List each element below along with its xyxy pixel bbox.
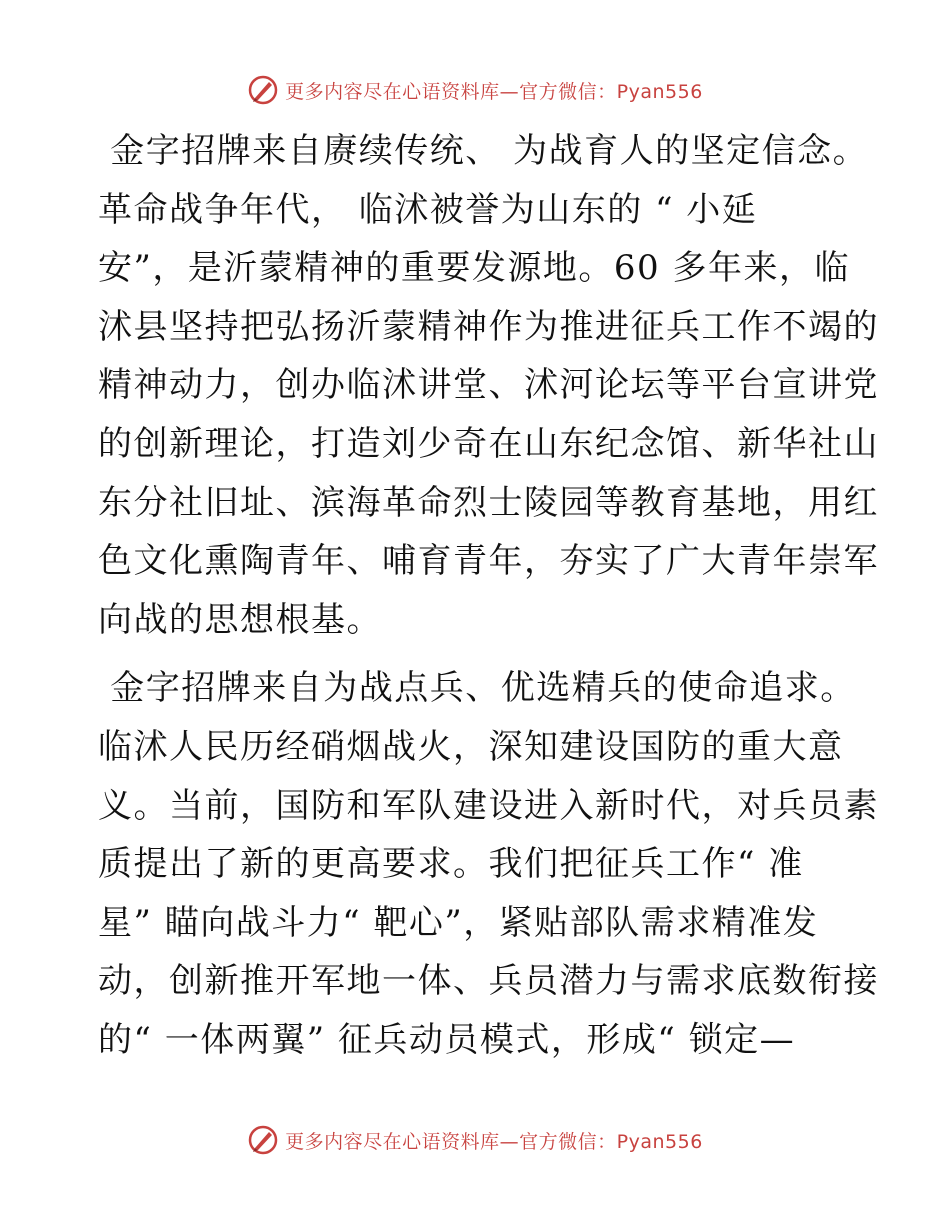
paragraph-2	[98, 659, 879, 1069]
pen-circle-logo-icon	[247, 74, 279, 106]
text-line: 东分社旧址、滨海革命烈士陵园等教育基地，用红	[98, 482, 879, 523]
text-line: 革命战争年代， 临沭被誉为山东的 “ 小延	[98, 189, 758, 230]
text-line: 临沭人民历经硝烟战火，深知建设国防的重大意	[98, 726, 844, 767]
text-line: 义。当前，国防和军队建设进入新时代，对兵员素	[98, 785, 879, 826]
text-line: 向战的思想根基。	[98, 599, 382, 640]
text-line: 精神动力，创办临沭讲堂、沭河论坛等平台宣讲党	[98, 365, 879, 406]
text-line: 星” 瞄向战斗力“ 靶心”，紧贴部队需求精准发	[98, 902, 819, 943]
document-body	[98, 122, 879, 1070]
text-line: 的创新理论，打造刘少奇在山东纪念馆、新华社山	[98, 423, 879, 464]
text-line: 金字招牌来自赓续传统、 为战育人的坚定信念。	[98, 131, 869, 171]
text-line: 色文化熏陶青年、哺育青年，夯实了广大青年崇军	[98, 541, 879, 582]
text-line: 的“ 一体两翼” 征兵动员模式，形成“ 锁定—	[98, 1019, 796, 1060]
banner-text: 更多内容尽在心语资料库—官方微信：Pyan556	[285, 1130, 703, 1153]
banner-text: 更多内容尽在心语资料库—官方微信：Pyan556	[285, 80, 703, 103]
text-line: 质提出了新的更高要求。我们把征兵工作“ 准	[98, 844, 804, 885]
pen-circle-logo-icon	[247, 1124, 279, 1156]
footer-banner	[0, 1120, 950, 1160]
text-line: 安”，是沂蒙精神的重要发源地。60 多年来，临	[98, 248, 850, 289]
text-line: 沭县坚持把弘扬沂蒙精神作为推进征兵工作不竭的	[98, 306, 879, 347]
paragraph-spacer	[98, 649, 858, 659]
text-line: 动，创新推开军地一体、兵员潜力与需求底数衔接	[98, 961, 879, 1002]
paragraph-1	[98, 122, 879, 649]
text-line: 金字招牌来自为战点兵、优选精兵的使命追求。	[98, 668, 856, 709]
header-banner	[0, 70, 950, 110]
